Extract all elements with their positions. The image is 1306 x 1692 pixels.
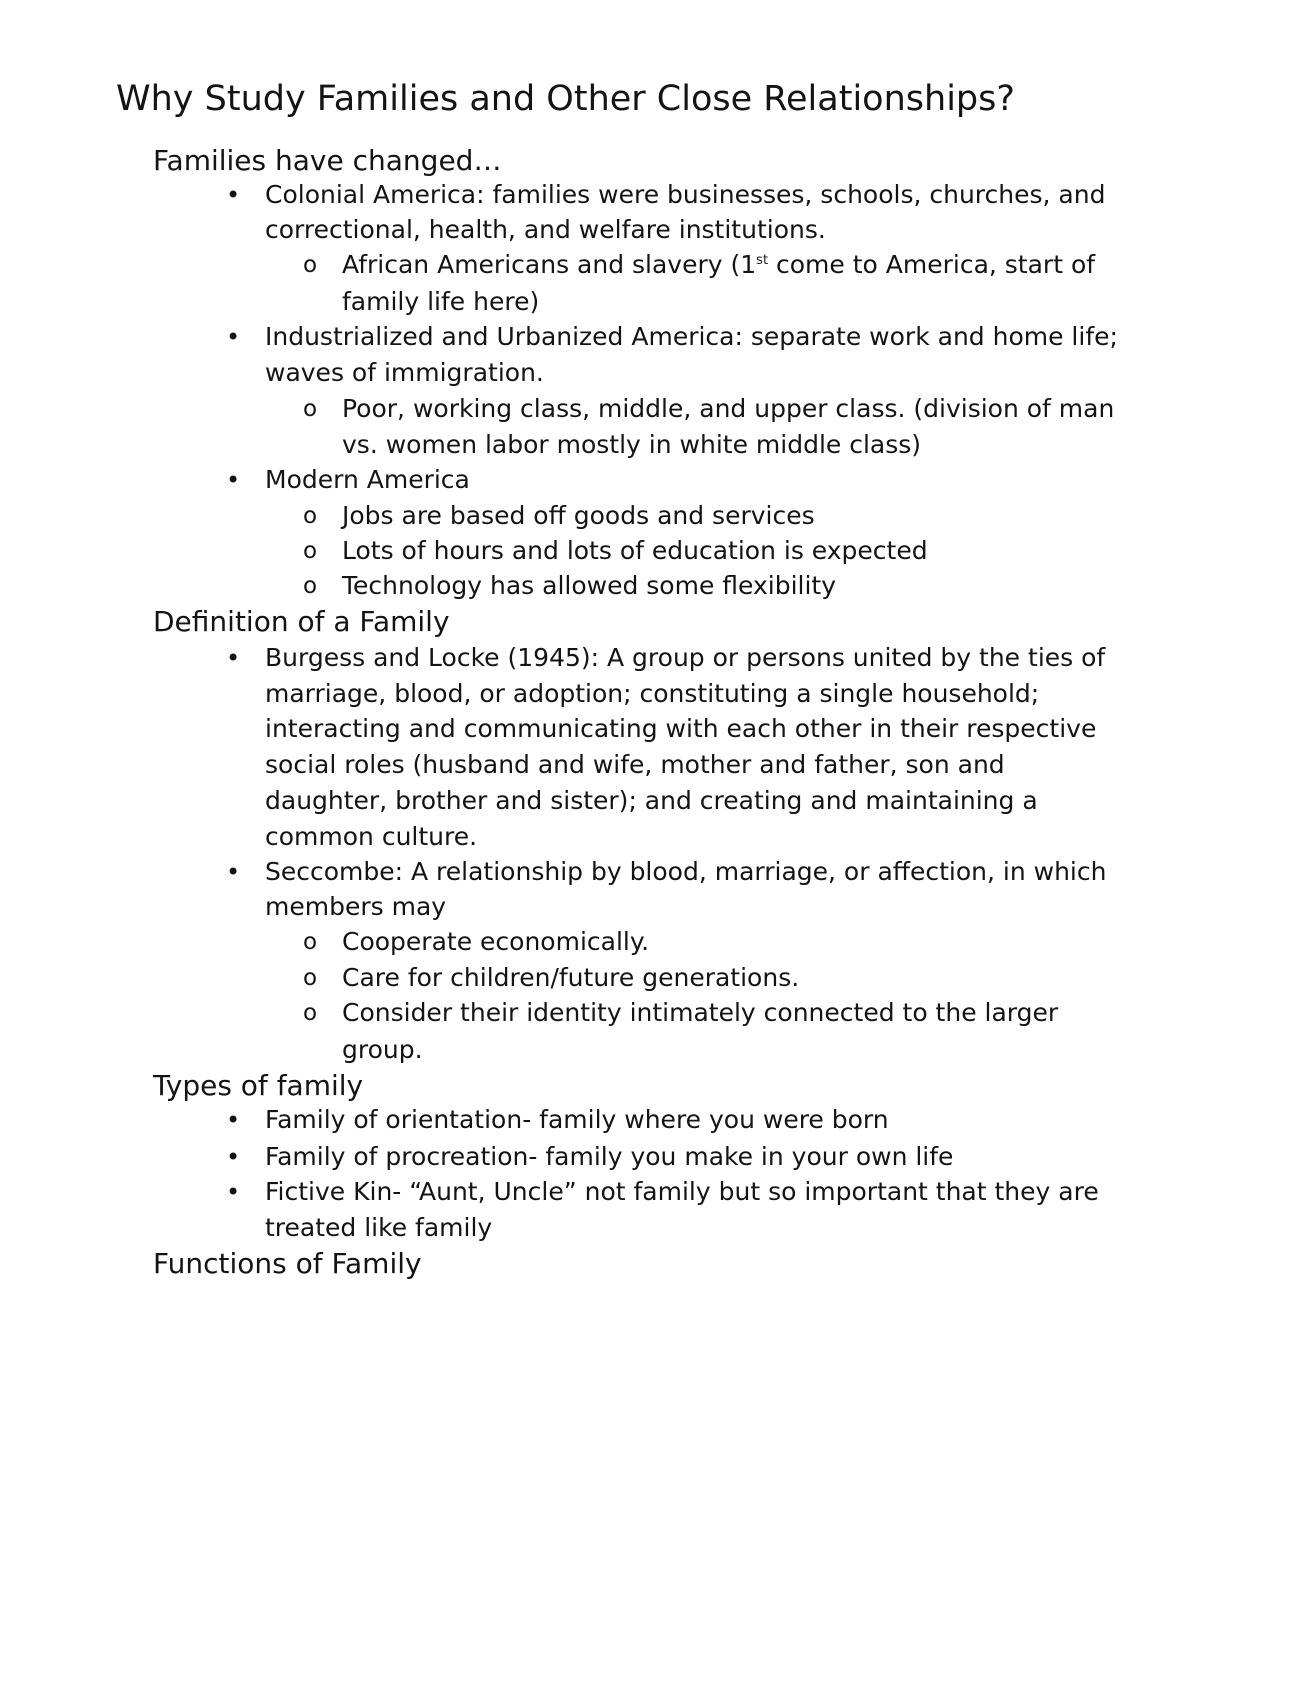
list-item-fictive-kin-cont: treated like family [265, 1213, 493, 1242]
list-item-burgess: Burgess and Locke (1945): A group or persons united by the ties of [265, 643, 1106, 672]
section-heading-families-changed: Families have changed… [153, 144, 502, 177]
bullet-marker: • [226, 1143, 241, 1171]
bullet-marker: • [226, 1178, 241, 1206]
sub-bullet-marker: o [303, 1000, 318, 1026]
bullet-marker: • [226, 181, 241, 209]
list-item-industrial: Industrialized and Urbanized America: separate work and home life; [265, 322, 1118, 351]
list-item-seccombe-cont: members may [265, 892, 447, 921]
sub-item-slavery-text: African Americans and slavery (1 [342, 250, 757, 279]
bullet-marker: • [226, 1106, 241, 1134]
sub-bullet-marker: o [303, 503, 318, 529]
sub-item-slavery-text-end: come to America, start of [768, 250, 1096, 279]
list-item-burgess-cont: marriage, blood, or adoption; constituting a single household; [265, 679, 1040, 708]
bullet-marker: • [226, 644, 241, 672]
page-title: Why Study Families and Other Close Relationships? [116, 79, 1015, 119]
list-item-orientation: Family of orientation- family where you were born [265, 1105, 889, 1134]
section-heading-types: Types of family [153, 1069, 364, 1102]
list-item-seccombe: Seccombe: A relationship by blood, marriage, or affection, in which [265, 857, 1107, 886]
list-item-burgess-cont: common culture. [265, 822, 478, 851]
sub-item-cooperate: Cooperate economically. [342, 927, 650, 956]
superscript-st: st [756, 253, 769, 268]
sub-item-care: Care for children/future generations. [342, 963, 800, 992]
sub-item-jobs: Jobs are based off goods and services [342, 501, 815, 530]
sub-bullet-marker: o [303, 396, 318, 422]
list-item-colonial: Colonial America: families were businesses, schools, churches, and [265, 180, 1106, 209]
sub-bullet-marker: o [303, 573, 318, 599]
sub-bullet-marker: o [303, 929, 318, 955]
bullet-marker: • [226, 466, 241, 494]
sub-item-classes-cont: vs. women labor mostly in white middle class) [342, 430, 922, 459]
sub-item-technology: Technology has allowed some flexibility [342, 571, 837, 600]
list-item-modern: Modern America [265, 465, 470, 494]
sub-item-hours: Lots of hours and lots of education is expected [342, 536, 928, 565]
sub-item-slavery-cont: family life here) [342, 287, 540, 316]
sub-item-slavery [342, 246, 1095, 284]
sub-item-identity: Consider their identity intimately connected to the larger [342, 998, 1059, 1027]
section-heading-functions: Functions of Family [153, 1247, 422, 1280]
list-item-fictive-kin: Fictive Kin- “Aunt, Uncle” not family but so important that they are [265, 1177, 1099, 1206]
list-item-burgess-cont: daughter, brother and sister); and creating and maintaining a [265, 786, 1038, 815]
list-item-procreation: Family of procreation- family you make in your own life [265, 1142, 954, 1171]
list-item-industrial-cont: waves of immigration. [265, 358, 544, 387]
sub-bullet-marker: o [303, 965, 318, 991]
sub-item-classes: Poor, working class, middle, and upper class. (division of man [342, 394, 1115, 423]
bullet-marker: • [226, 323, 241, 351]
sub-bullet-marker: o [303, 538, 318, 564]
section-heading-definition: Definition of a Family [153, 605, 450, 638]
sub-item-identity-cont: group. [342, 1035, 423, 1064]
bullet-marker: • [226, 858, 241, 886]
list-item-burgess-cont: interacting and communicating with each other in their respective [265, 714, 1097, 743]
sub-bullet-marker: o [303, 252, 318, 278]
list-item-colonial-cont: correctional, health, and welfare institutions. [265, 215, 826, 244]
list-item-burgess-cont: social roles (husband and wife, mother and father, son and [265, 750, 1005, 779]
